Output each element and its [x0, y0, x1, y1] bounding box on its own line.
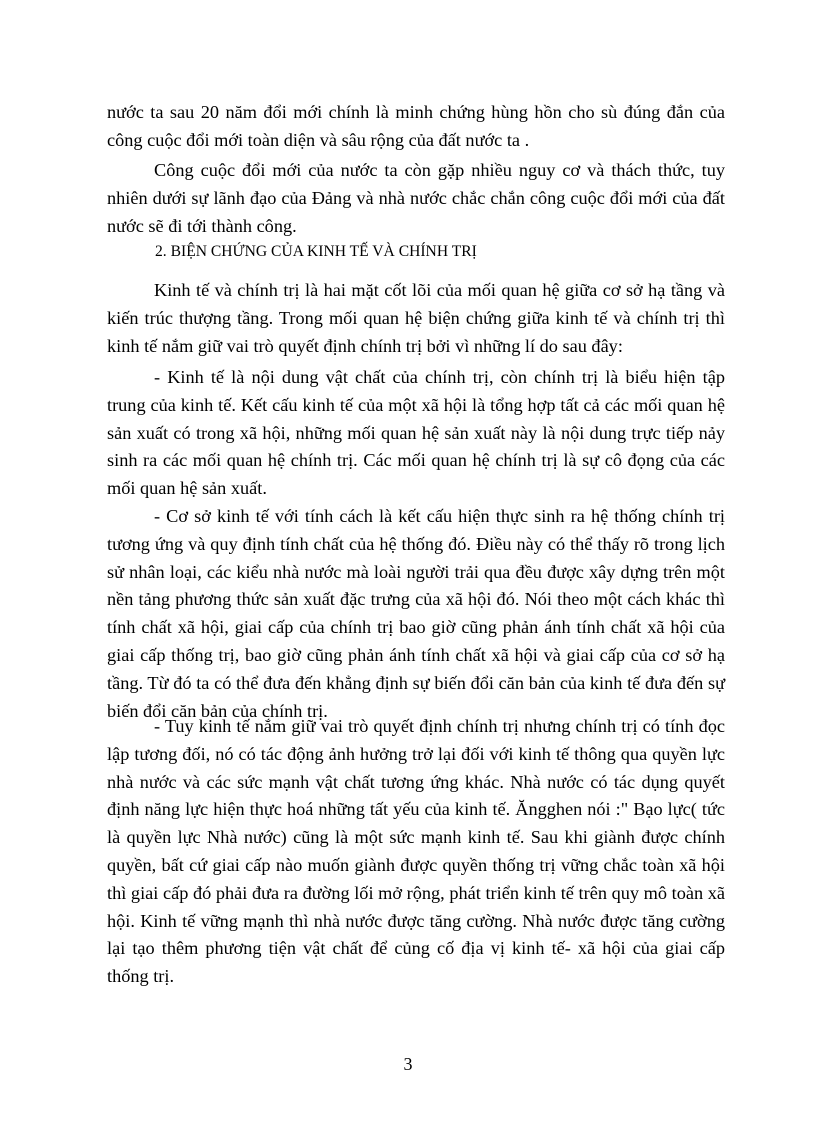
paragraph-point-3: - Tuy kinh tế nắm giữ vai trò quyết định chính trị nhưng chính trị có tính đọc lập tương đối, nó có tác động ảnh hưởng trở lại đối với kinh tế thông qua quyền lực nhà nước và các sức mạnh vật chất tương ứng khác. Nhà nước có tác dụng quyết định năng lực hiện thực hoá những tất yếu của kinh tế. Ăngghen nói :" Bạo lực( tức là quyền lực Nhà nước) cũng là một sức mạnh kinh tế. Sau khi giành được chính quyền, bất cứ giai cấp nào muốn giành được quyền thống trị vững chắc toàn xã hội thì giai cấp đó phải đưa ra đường lối mở rộng, phát triển kinh tế trên quy mô toàn xã hội. Kinh tế vững mạnh thì nhà nước được tăng cường. Nhà nước được tăng cường lại tạo thêm phương tiện vật chất để củng cố địa vị kinh tế- xã hội của giai cấp thống trị.: [107, 716, 725, 987]
section-heading: 2. BIỆN CHỨNG CỦA KINH TẾ VÀ CHÍNH TRỊ: [155, 243, 477, 260]
paragraph-continuation: nước ta sau 20 năm đổi mới chính là minh chứng hùng hồn cho sù đúng đắn của công cuộc đổi mới toàn diện và sâu rộng của đất nước ta .: [107, 102, 725, 150]
paragraph-point-1: - Kinh tế là nội dung vật chất của chính trị, còn chính trị là biểu hiện tập trung của kinh tế. Kết cấu kinh tế của một xã hội là tổng hợp tất cả các mối quan hệ sản xuất có trong xã hội, những mối quan hệ sản xuất này là nội dung trực tiếp nảy sinh ra các mối quan hệ chính trị. Các mối quan hệ chính trị là sự cô đọng của các mối quan hệ sản xuất.: [107, 367, 725, 499]
paragraph-economy-politics-intro: Kinh tế và chính trị là hai mặt cốt lõi của mối quan hệ giữa cơ sở hạ tầng và kiến trúc thượng tầng. Trong mối quan hệ biện chứng giữa kinh tế và chính trị thì kinh tế nắm giữ vai trò quyết định chính trị bởi vì những lí do sau đây:: [107, 280, 725, 356]
page-number: 3: [403, 1054, 413, 1074]
paragraph-point-2: - Cơ sở kinh tế với tính cách là kết cấu hiện thực sinh ra hệ thống chính trị tương ứng và quy định tính chất của hệ thống đó. Điều này có thể thấy rõ trong lịch sử nhân loại, các kiểu nhà nước mà loài người trải qua đều được xây dựng trên một nền tảng phương thức sản xuất đặc trưng của xã hội đó. Nói theo một cách khác thì tính chất xã hội, giai cấp của chính trị bao giờ cũng phản ánh tính chất xã hội của giai cấp thống trị, bao giờ cũng phản ánh tính chất xã hội và giai cấp của cơ sở hạ tầng. Từ đó ta có thể đưa đến khẳng định sự biến đổi căn bản của kinh tế đưa đến sự biến đổi căn bản của chính trị.: [107, 506, 725, 721]
paragraph-renovation-challenges: Công cuộc đổi mới của nước ta còn gặp nhiều nguy cơ và thách thức, tuy nhiên dưới sự lãnh đạo của Đảng và nhà nước chắc chắn công cuộc đổi mới của đất nước sẽ đi tới thành công.: [107, 160, 725, 236]
